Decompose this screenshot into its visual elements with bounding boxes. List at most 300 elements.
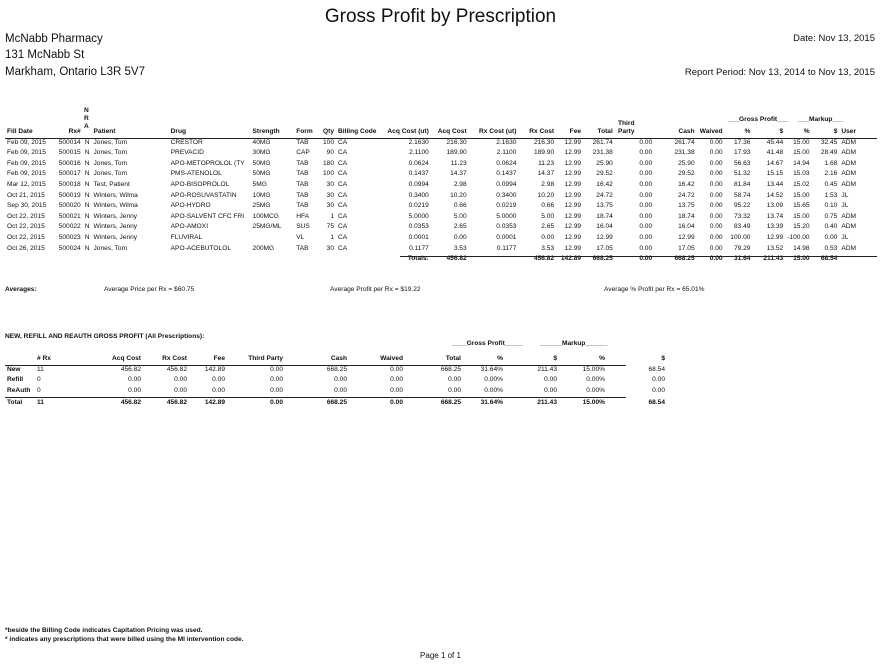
summary-cell: 456.82 bbox=[120, 365, 141, 373]
table-cell: 1 bbox=[330, 212, 335, 220]
table-cell: 0.0219 bbox=[496, 202, 517, 210]
summary-total-rule bbox=[5, 397, 626, 398]
table-cell: 0.0624 bbox=[496, 159, 517, 167]
table-cell: 12.99 bbox=[564, 233, 582, 241]
col-acq-cost: Acq Cost bbox=[437, 128, 467, 135]
table-cell: 0.00 bbox=[639, 233, 653, 241]
table-row bbox=[5, 244, 877, 255]
table-cell: N bbox=[84, 170, 90, 178]
table-cell: 17.36 bbox=[733, 138, 751, 146]
table-cell: 0.0353 bbox=[496, 223, 517, 231]
footnote-capitation: *beside the Billing Code indicates Capitation Pricing was used. bbox=[5, 627, 203, 634]
table-cell: 10.20 bbox=[450, 191, 467, 199]
table-cell: 12.99 bbox=[596, 233, 613, 241]
summary-cell: 11 bbox=[37, 365, 44, 373]
averages-label: Averages: bbox=[5, 286, 37, 293]
summary-total-row bbox=[5, 396, 667, 410]
table-cell: 90 bbox=[326, 149, 335, 157]
table-cell: 0.1177 bbox=[409, 244, 429, 252]
table-row bbox=[5, 138, 877, 149]
table-cell: 16.42 bbox=[678, 180, 695, 188]
col-qty: Qty bbox=[323, 128, 335, 135]
table-cell: FLUVIRAL bbox=[170, 233, 203, 241]
table-cell: CA bbox=[338, 191, 348, 199]
table-cell: 50MG bbox=[252, 159, 271, 167]
table-cell: 3.53 bbox=[541, 244, 555, 252]
summary-cell: Total bbox=[7, 398, 23, 406]
summary-cell: 11 bbox=[37, 398, 44, 406]
col-form: Form bbox=[296, 128, 313, 135]
table-cell: N bbox=[84, 212, 90, 220]
table-cell: 0.00 bbox=[453, 233, 467, 241]
table-cell: 2.16 bbox=[824, 170, 838, 178]
table-cell: 100 bbox=[323, 138, 335, 146]
table-cell: 0.0353 bbox=[408, 223, 429, 231]
summary-cell: 211.43 bbox=[537, 365, 557, 373]
summary-cell: 0.00 bbox=[334, 376, 347, 383]
table-cell: APO-BISOPROLOL bbox=[170, 180, 230, 188]
table-cell: 14.37 bbox=[537, 170, 555, 178]
table-cell: TAB bbox=[296, 180, 309, 188]
table-cell: 75 bbox=[326, 223, 335, 231]
table-cell: 16.04 bbox=[596, 223, 613, 231]
table-cell: TAB bbox=[296, 138, 309, 146]
table-cell: 500015 bbox=[58, 149, 81, 157]
summary-row bbox=[5, 386, 667, 397]
table-cell: 2.98 bbox=[541, 180, 555, 188]
table-cell: 0.00 bbox=[824, 233, 838, 241]
summary-cell: 0.00 bbox=[270, 398, 283, 406]
table-cell: 41.48 bbox=[766, 149, 784, 157]
table-cell: 500020 bbox=[58, 202, 81, 210]
table-cell: 2.65 bbox=[541, 223, 555, 231]
table-cell: 216.30 bbox=[446, 138, 467, 146]
table-cell: 0.00 bbox=[709, 223, 723, 231]
summary-cell: 0.00 bbox=[390, 398, 403, 406]
footnote-mi-intervention: * indicates any prescriptions that were billed using the MI intervention code. bbox=[5, 636, 244, 643]
table-cell: Oct 26, 2015 bbox=[7, 244, 45, 252]
table-cell: 30 bbox=[326, 180, 335, 188]
summary-row bbox=[5, 375, 667, 386]
col-drug: Drug bbox=[170, 128, 187, 135]
summary-header-row: # Rx Acq Cost Rx Cost Fee Third Party Cash Waived Total % $ % $ bbox=[37, 355, 665, 362]
summary-cell: Refill bbox=[7, 376, 24, 383]
table-cell: 0.00 bbox=[709, 233, 723, 241]
table-cell: 2.1630 bbox=[408, 138, 429, 146]
table-cell: 17.05 bbox=[678, 244, 695, 252]
summary-cell: 0.00% bbox=[484, 376, 503, 383]
table-cell: 12.99 bbox=[564, 159, 582, 167]
table-cell: 16.42 bbox=[596, 180, 613, 188]
table-cell: 32.45 bbox=[820, 138, 838, 146]
summary-cell: 0.00 bbox=[128, 376, 141, 383]
summary-table bbox=[5, 354, 667, 410]
table-cell: 5.00 bbox=[453, 212, 467, 220]
table-cell: Jones, Tom bbox=[93, 170, 128, 178]
pharmacy-name: McNabb Pharmacy bbox=[5, 33, 103, 45]
table-cell: Winters, Wilma bbox=[93, 202, 138, 210]
table-cell: 0.00 bbox=[639, 138, 653, 146]
table-cell: 25.90 bbox=[596, 159, 613, 167]
table-cell: CA bbox=[338, 138, 348, 146]
table-cell: 25MG bbox=[252, 202, 271, 210]
table-cell: ADM bbox=[841, 212, 857, 220]
table-cell: 0.00 bbox=[639, 170, 653, 178]
table-cell: 12.99 bbox=[564, 149, 582, 157]
table-cell: 30 bbox=[326, 244, 335, 252]
average-percent: Average % Profit per Rx = 65.01% bbox=[604, 286, 705, 293]
table-cell: 0.0994 bbox=[408, 180, 429, 188]
table-cell: Jones, Tom bbox=[93, 244, 128, 252]
table-row bbox=[5, 233, 877, 244]
table-cell: 0.00 bbox=[639, 159, 653, 167]
table-cell: APO-HYDRO bbox=[170, 202, 211, 210]
table-cell: 0.00 bbox=[709, 170, 723, 178]
table-cell: 15.65 bbox=[793, 202, 810, 210]
table-cell: HFA bbox=[296, 212, 310, 220]
summary-cell: 668.25 bbox=[326, 365, 347, 373]
table-cell: VL bbox=[296, 233, 305, 241]
table-cell: 200MG bbox=[252, 244, 275, 252]
table-cell: SUS bbox=[296, 223, 310, 231]
table-cell: 29.52 bbox=[596, 170, 613, 178]
col-mk-pct: % bbox=[803, 128, 810, 135]
table-cell: TAB bbox=[296, 191, 309, 199]
table-cell: 50MG bbox=[252, 170, 271, 178]
table-cell: 12.99 bbox=[564, 223, 582, 231]
table-cell: N bbox=[84, 138, 90, 146]
table-cell: 500016 bbox=[58, 159, 81, 167]
table-cell: CA bbox=[338, 170, 348, 178]
table-cell: 500018 bbox=[58, 180, 81, 188]
summary-cell: 0.00 bbox=[390, 386, 403, 394]
table-cell: 15.00 bbox=[793, 149, 810, 157]
table-cell: TAB bbox=[296, 159, 309, 167]
table-cell: 81.84 bbox=[733, 180, 751, 188]
table-cell: 29.52 bbox=[678, 170, 695, 178]
table-header-row bbox=[5, 127, 877, 138]
summary-cell: 668.25 bbox=[440, 398, 461, 406]
table-cell: 0.1437 bbox=[408, 170, 429, 178]
table-cell: 5.0000 bbox=[496, 212, 517, 220]
table-cell: 0.3400 bbox=[408, 191, 429, 199]
table-cell: 100MCG bbox=[252, 212, 279, 220]
table-cell: 17.93 bbox=[733, 149, 751, 157]
table-cell: 500024 bbox=[58, 244, 81, 252]
table-cell: 0.00 bbox=[639, 180, 653, 188]
table-cell: 0.75 bbox=[824, 212, 838, 220]
table-cell: 0.3400 bbox=[496, 191, 517, 199]
table-cell: 0.66 bbox=[453, 202, 467, 210]
table-cell: 500019 bbox=[58, 191, 81, 199]
col-mk-amt: $ bbox=[833, 128, 838, 135]
table-cell: N bbox=[84, 233, 90, 241]
table-cell: 56.63 bbox=[733, 159, 751, 167]
table-cell: 100 bbox=[323, 170, 335, 178]
table-cell: 13.75 bbox=[596, 202, 613, 210]
table-cell: 11.23 bbox=[450, 159, 467, 167]
summary-cell: 68.54 bbox=[648, 398, 665, 406]
summary-cell: 0.00 bbox=[270, 365, 283, 373]
summary-cell: ReAuth bbox=[7, 386, 31, 394]
table-cell: CRESTOR bbox=[170, 138, 203, 146]
table-cell: Oct 22, 2015 bbox=[7, 223, 45, 231]
markup-group-header: ___Markup___ bbox=[798, 116, 844, 123]
summary-cell: 456.82 bbox=[120, 398, 141, 406]
summary-cell: 0.00 bbox=[334, 386, 347, 394]
table-cell: 0.00 bbox=[709, 180, 723, 188]
table-row bbox=[5, 222, 877, 233]
col-waived: Waived bbox=[699, 128, 723, 135]
table-row bbox=[5, 212, 877, 223]
table-cell: Feb 09, 2015 bbox=[7, 170, 46, 178]
summary-cell: 0.00 bbox=[390, 365, 403, 373]
table-cell: 79.29 bbox=[733, 244, 751, 252]
table-cell: 0.0219 bbox=[408, 202, 429, 210]
table-cell: N bbox=[84, 202, 90, 210]
table-cell: 500017 bbox=[58, 170, 81, 178]
table-cell: 2.98 bbox=[453, 180, 467, 188]
table-cell: 100.00 bbox=[730, 233, 751, 241]
table-cell: JL bbox=[841, 233, 849, 241]
table-cell: N bbox=[84, 159, 90, 167]
table-cell: CA bbox=[338, 180, 348, 188]
table-cell: 0.00 bbox=[541, 233, 555, 241]
summary-cell: 0 bbox=[37, 386, 41, 394]
table-cell: 261.74 bbox=[592, 138, 613, 146]
summary-gross-profit-header: ____Gross Profit_____ bbox=[452, 340, 524, 347]
table-cell: ADM bbox=[841, 170, 857, 178]
col-rx-number: Rx# bbox=[68, 128, 81, 135]
table-cell: 10.20 bbox=[537, 191, 555, 199]
table-cell: 12.99 bbox=[678, 233, 695, 241]
col-rx-cost: Rx Cost bbox=[529, 128, 555, 135]
table-cell: 24.72 bbox=[596, 191, 613, 199]
table-cell: 3.53 bbox=[453, 244, 467, 252]
table-cell: ADM bbox=[841, 180, 857, 188]
table-cell: 25MG/ML bbox=[252, 223, 282, 231]
table-cell: 12.99 bbox=[564, 191, 582, 199]
table-cell: 1.53 bbox=[824, 191, 838, 199]
table-cell: 13.39 bbox=[766, 223, 784, 231]
gross-profit-group-header: ___Gross Profit___ bbox=[728, 116, 789, 123]
table-cell: 12.99 bbox=[564, 244, 582, 252]
summary-cell: 31.64% bbox=[480, 398, 503, 406]
totals-row: Totals: 456.82 456.82 142.89 668.25 0.00 668.25 0.00 31.64 211.43 15.00 68.54 bbox=[5, 254, 877, 265]
table-cell: 0.00 bbox=[709, 191, 723, 199]
table-cell: CA bbox=[338, 233, 348, 241]
table-cell: 95.22 bbox=[733, 202, 751, 210]
table-cell: CA bbox=[338, 202, 348, 210]
table-cell: N bbox=[84, 191, 90, 199]
col-user: User bbox=[841, 128, 857, 135]
table-cell: 0.0624 bbox=[408, 159, 429, 167]
table-cell: 18.74 bbox=[678, 212, 695, 220]
summary-cell: 0.00 bbox=[652, 376, 665, 383]
totals-label: Totals: bbox=[407, 255, 429, 263]
table-cell: 5.0000 bbox=[408, 212, 429, 220]
table-cell: 0.00 bbox=[709, 138, 723, 146]
table-cell: Test, Patient bbox=[93, 180, 130, 188]
table-cell: CAP bbox=[296, 149, 310, 157]
table-cell: 18.74 bbox=[596, 212, 613, 220]
average-price: Average Price per Rx = $60.75 bbox=[104, 286, 195, 293]
summary-cell: 456.82 bbox=[166, 398, 187, 406]
col-gp-amt: $ bbox=[779, 128, 784, 135]
report-date: Date: Nov 13, 2015 bbox=[793, 33, 875, 44]
table-cell: 0.00 bbox=[639, 244, 653, 252]
table-cell: TAB bbox=[296, 202, 309, 210]
table-cell: PREVACID bbox=[170, 149, 204, 157]
summary-cell: 0.00 bbox=[652, 386, 665, 394]
table-cell: 45.44 bbox=[766, 138, 784, 146]
table-cell: ADM bbox=[841, 223, 857, 231]
page-number: Page 1 of 1 bbox=[420, 651, 461, 660]
table-cell: 12.99 bbox=[564, 202, 582, 210]
summary-cell: 0.00 bbox=[128, 386, 141, 394]
table-cell: 15.20 bbox=[793, 223, 810, 231]
table-cell: 0.0001 bbox=[408, 233, 429, 241]
summary-cell: 0.00 bbox=[390, 376, 403, 383]
table-cell: Winters, Wilma bbox=[93, 191, 138, 199]
header-rule bbox=[5, 138, 877, 139]
summary-cell: 668.25 bbox=[440, 365, 461, 373]
table-cell: 5.00 bbox=[541, 212, 555, 220]
table-cell: 30MG bbox=[252, 149, 271, 157]
summary-row bbox=[5, 365, 667, 376]
table-cell: Oct 22, 2015 bbox=[7, 212, 45, 220]
table-cell: 30 bbox=[326, 191, 335, 199]
summary-cell: 456.82 bbox=[166, 365, 187, 373]
table-cell: 0.45 bbox=[824, 180, 838, 188]
summary-cell: 15.00% bbox=[582, 398, 605, 406]
nra-header: N R A bbox=[84, 107, 89, 130]
table-cell: Feb 09, 2015 bbox=[7, 149, 46, 157]
summary-cell: 68.54 bbox=[648, 365, 665, 373]
table-cell: 12.99 bbox=[766, 233, 784, 241]
table-cell: JL bbox=[841, 202, 849, 210]
table-cell: 0.66 bbox=[541, 202, 555, 210]
table-cell: 231.38 bbox=[592, 149, 613, 157]
table-cell: 0.10 bbox=[824, 202, 838, 210]
table-cell: N bbox=[84, 244, 90, 252]
summary-cell: 0.00 bbox=[448, 386, 461, 394]
table-cell: 0.00 bbox=[709, 159, 723, 167]
table-cell: JL bbox=[841, 191, 849, 199]
table-cell: 51.32 bbox=[733, 170, 751, 178]
table-cell: 1 bbox=[330, 233, 335, 241]
table-cell: 13.44 bbox=[766, 180, 784, 188]
summary-cell: 0.00 bbox=[212, 376, 225, 383]
col-gp-pct: % bbox=[744, 128, 751, 135]
table-cell: Winters, Jenny bbox=[93, 223, 138, 231]
table-cell: 15.00 bbox=[793, 191, 810, 199]
table-cell: 189.90 bbox=[533, 149, 555, 157]
report-title: Gross Profit by Prescription bbox=[324, 6, 557, 27]
table-cell: 189.90 bbox=[446, 149, 467, 157]
table-cell: 500023 bbox=[58, 233, 81, 241]
table-cell: 0.1437 bbox=[496, 170, 517, 178]
table-cell: 0.00 bbox=[639, 191, 653, 199]
summary-cell: 15.00% bbox=[582, 365, 605, 373]
table-cell: -100.00 bbox=[787, 233, 810, 241]
summary-cell: 0.00 bbox=[174, 386, 187, 394]
col-fee: Fee bbox=[569, 128, 582, 135]
summary-cell: 31.64% bbox=[480, 365, 503, 373]
summary-cell: 0.00 bbox=[270, 376, 283, 383]
table-cell: N bbox=[84, 223, 90, 231]
table-cell: N bbox=[84, 149, 90, 157]
table-cell: CA bbox=[338, 244, 348, 252]
table-cell: Oct 22, 2015 bbox=[7, 233, 45, 241]
summary-header-rule bbox=[5, 365, 626, 366]
table-cell: ADM bbox=[841, 149, 857, 157]
table-cell: 17.05 bbox=[596, 244, 613, 252]
table-cell: Feb 09, 2015 bbox=[7, 159, 46, 167]
col-patient: Patient bbox=[93, 128, 116, 135]
table-cell: 2.1100 bbox=[496, 149, 517, 157]
table-cell: N bbox=[84, 180, 90, 188]
table-cell: 500022 bbox=[58, 223, 81, 231]
table-cell: 58.74 bbox=[733, 191, 751, 199]
table-cell: 500021 bbox=[58, 212, 81, 220]
summary-cell: 0 bbox=[37, 376, 41, 383]
summary-cell: 211.43 bbox=[537, 398, 557, 406]
col-billing-code: Billing Code bbox=[338, 128, 377, 135]
summary-cell: 0.00 bbox=[544, 386, 557, 394]
table-cell: Oct 21, 2015 bbox=[7, 191, 45, 199]
table-cell: 16.04 bbox=[678, 223, 695, 231]
table-cell: APO-ACEBUTOLOL bbox=[170, 244, 231, 252]
table-cell: TAB bbox=[296, 244, 309, 252]
summary-cell: 668.25 bbox=[326, 398, 347, 406]
table-cell: 0.0994 bbox=[496, 180, 517, 188]
table-cell: 13.09 bbox=[766, 202, 784, 210]
table-row bbox=[5, 201, 877, 212]
report-period: Report Period: Nov 13, 2014 to Nov 13, 2015 bbox=[684, 67, 875, 78]
summary-heading: NEW, REFILL AND REAUTH GROSS PROFIT (All Prescriptions): bbox=[5, 333, 205, 340]
table-cell bbox=[251, 233, 295, 244]
summary-cell: 142.89 bbox=[204, 398, 225, 406]
table-cell: 216.30 bbox=[533, 138, 555, 146]
table-row bbox=[5, 191, 877, 202]
summary-cell: 0.00 bbox=[544, 376, 557, 383]
summary-cell: 0.00 bbox=[174, 376, 187, 383]
summary-cell: 0.00% bbox=[484, 386, 503, 394]
table-cell: PMS-ATENOLOL bbox=[170, 170, 222, 178]
table-cell: Winters, Jenny bbox=[93, 212, 138, 220]
table-row bbox=[5, 148, 877, 159]
table-cell: 231.38 bbox=[674, 149, 695, 157]
col-fill-date: Fill Date bbox=[7, 128, 33, 135]
table-cell: 25.90 bbox=[678, 159, 695, 167]
table-cell: 24.72 bbox=[678, 191, 695, 199]
col-total: Total bbox=[597, 128, 613, 135]
table-cell: APO-ROSUVASTATIN bbox=[170, 191, 237, 199]
table-cell: Jones, Tom bbox=[93, 159, 128, 167]
col-cash: Cash bbox=[678, 128, 695, 135]
table-cell: Jones, Tom bbox=[93, 149, 128, 157]
table-cell: 15.15 bbox=[766, 170, 784, 178]
table-cell: 0.00 bbox=[639, 223, 653, 231]
table-cell: 0.00 bbox=[639, 212, 653, 220]
table-cell: CA bbox=[338, 159, 348, 167]
table-cell: 13.52 bbox=[766, 244, 784, 252]
summary-cell: 0.00% bbox=[586, 376, 605, 383]
table-cell: 14.37 bbox=[450, 170, 467, 178]
col-strength: Strength bbox=[252, 128, 280, 135]
table-cell: 10MG bbox=[252, 191, 271, 199]
